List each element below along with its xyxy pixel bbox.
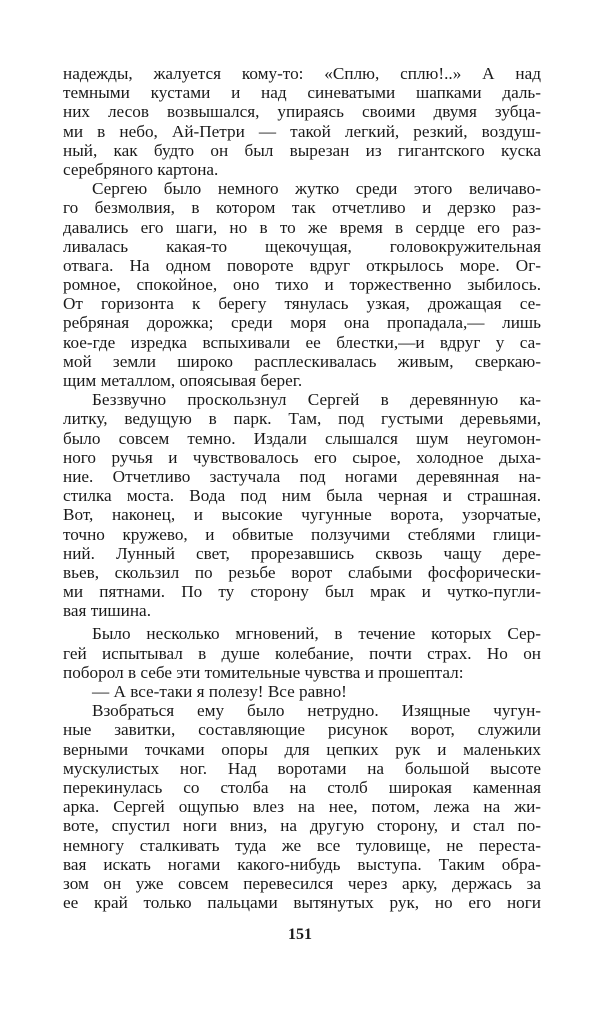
paragraph (63, 179, 541, 390)
text-line: Беззвучно проскользнул Сергей в деревянную ка- (92, 390, 541, 410)
paragraph (63, 701, 541, 912)
text-line: мускулистых ног. Над воротами на большой высоте (63, 758, 541, 778)
text-line: ные завитки, составляющие рисунок ворот, служили (63, 720, 541, 740)
text-line: надежды, жалуется кому-то: «Сплю, сплю!..» А над (63, 64, 541, 83)
text-line: арка. Сергей ощупью влез на нее, потом, лежа на жи- (63, 797, 541, 817)
text-line: ребряная дорожка; среди моря она пропадала,— лишь (63, 313, 541, 333)
text-line: ми в небо, Ай-Петри — такой легкий, резкий, воздуш- (63, 121, 541, 141)
text-line: Было несколько мгновений, в течение которых Сер- (92, 624, 541, 644)
text-line: гей испытывал в душе колебание, почти страх. Но он (63, 643, 541, 663)
text-line: кое-где изредка вспыхивали ее блестки,—и вдруг у са- (63, 332, 541, 352)
text-line: верными точками опоры для цепких рук и маленьких (63, 739, 541, 759)
text-line: ние. Отчетливо застучала под ногами деревянная на- (63, 466, 541, 486)
page-body (63, 64, 541, 912)
text-line: ний. Лунный свет, прорезавшись сквозь чащу дере- (63, 543, 541, 563)
text-line: точно кружево, и обвитые ползучими стеблями глици- (63, 524, 541, 544)
text-line: них лесов возвышался, упираясь своими двумя зубца- (63, 102, 541, 122)
paragraph (63, 64, 541, 179)
text-line: поборол в себе эти томительные чувства и прошептал: (63, 662, 464, 682)
text-line: — А все-таки я полезу! Все равно! (92, 682, 347, 701)
text-line: От горизонта к берегу тянулась узкая, дрожащая се- (63, 294, 541, 314)
text-line: мой земли широко расплескивалась живым, сверкаю- (63, 351, 541, 371)
text-line: ми пятнами. По ту сторону был мрак и чутко-пугли- (63, 582, 541, 602)
text-line: перекинулась со столба на столб широкая каменная (63, 777, 541, 797)
text-line: стилка моста. Вода под ним была черная и страшная. (63, 486, 541, 506)
paragraph (63, 682, 541, 701)
text-line: Сергею было немного жутко среди этого величаво- (92, 179, 541, 199)
text-line: щим металлом, опоясывая берег. (63, 371, 303, 390)
text-line: го безмолвия, в котором так отчетливо и дерзко раз- (63, 198, 541, 218)
text-line: вая искать ногами какого-нибудь выступа. Таким обра- (63, 854, 541, 874)
text-line: ного ручья и чувствовалось его сырое, холодное дыха- (63, 447, 541, 467)
text-line: темными кустами и над синеватыми шапками даль- (63, 83, 541, 103)
text-line: воте, спустил ноги вниз, на другую сторону, и стал по- (63, 816, 541, 836)
text-line: немногу сталкивать туда же все туловище, не переста- (63, 835, 541, 855)
text-line: было совсем темно. Издали слышался шум неугомон- (63, 428, 541, 448)
text-line: ее край только пальцами вытянутых рук, но его ноги (63, 893, 541, 913)
text-line: Взобраться ему было нетрудно. Изящные чугун- (92, 701, 541, 721)
paragraph (63, 624, 541, 682)
page-number: 151 (288, 926, 312, 943)
text-line: ливалась какая-то щекочущая, головокружительная (63, 236, 541, 256)
text-line: отвага. На одном повороте вдруг открылось море. Ог- (63, 255, 541, 275)
text-line: вьев, скользил по резьбе ворот слабыми фосфорически- (63, 562, 541, 582)
text-line: ромное, спокойное, оно тихо и торжественно зыбилось. (63, 275, 541, 295)
text-line: давались его шаги, но в то же время в сердце его раз- (63, 217, 541, 237)
text-line: литку, ведущую в парк. Там, под густыми деревьями, (63, 409, 541, 429)
text-line: зом он уже совсем перевесился через арку, держась за (63, 873, 541, 893)
text-line: вая тишина. (63, 601, 151, 621)
text-line: серебряного картона. (63, 159, 219, 179)
text-line: Вот, наконец, и высокие чугунные ворота, узорчатые, (63, 505, 541, 525)
text-line: ный, как будто он был вырезан из гигантского куска (63, 140, 541, 160)
paragraph (63, 390, 541, 620)
